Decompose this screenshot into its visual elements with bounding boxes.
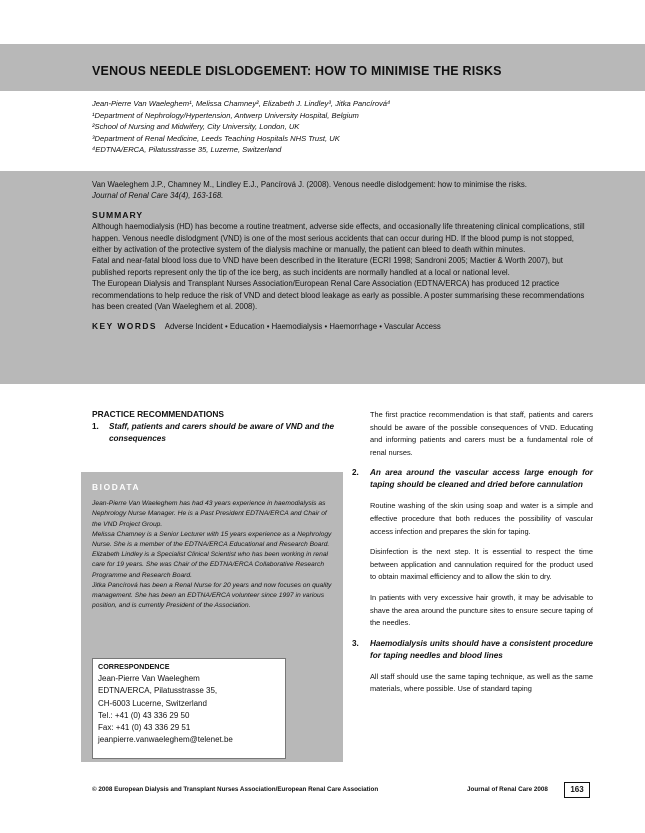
correspondence-line: Tel.: +41 (0) 43 336 29 50 — [98, 710, 190, 720]
recommendation-number: 1. — [92, 422, 99, 431]
bio-paragraph: Jean-Pierre Van Waeleghem has had 43 years experience in haemodialysis as Nephrology Nurse Manager. He is a Past President EDTNA/ERCA and Chair of the VND Project Group. — [92, 500, 327, 528]
recommendation-text: An area around the vascular access large enough for taping should be cleaned and dried before cannulation — [370, 468, 593, 490]
recommendation-text: Haemodialysis units should have a consistent procedure for taping needles and blood lines — [370, 638, 593, 660]
biodata-heading: BIODATA — [92, 482, 141, 492]
recommendation-1 — [92, 421, 342, 445]
bio-paragraph: Elizabeth Lindley is a Specialist Clinical Scientist who has been working in renal care for 19 years. She was Chair of the EDTNA/ERCA Collaborative Research Programme and Research Board. — [92, 551, 329, 579]
summary-block — [92, 179, 592, 333]
body-paragraph: Routine washing of the skin using soap and water is a simple and effective procedure that both reduces the possibility of vascular access infection and prepares the skin for taping. — [370, 501, 593, 536]
summary-paragraph: Although haemodialysis (HD) has become a routine treatment, adverse side effects, and occasionally life threatening clinical complications, still happen. Venous needle dislodgment (VND) is one of the most serious accidents that can occur during HD. If the blood pump is not stopped, either by activation of the protective system of the dialysis machine or manually, the patient can bleed to death within minutes. — [92, 222, 585, 255]
keywords-items: Adverse Incident • Education • Haemodialysis • Haemorrhage • Vascular Access — [164, 322, 441, 332]
page-number: 163 — [564, 782, 590, 798]
keywords-label: KEY WORDS — [92, 321, 157, 332]
recommendation-number: 3. — [352, 638, 359, 648]
bio-paragraph: Jitka Pancírová has been a Renal Nurse for 20 years and now focuses on quality management. She has been an EDTNA/ERCA volunteer since 1997 in various position, and is currently President of the Association. — [92, 581, 332, 610]
body-paragraph: In patients with very excessive hair growth, it may be advisable to shave the area around the puncture sites to ensure secure taping of the needles. — [370, 592, 593, 628]
biodata — [92, 482, 332, 611]
recommendation-text: Staff, patients and carers should be aware of VND and the consequences — [109, 422, 335, 443]
summary-paragraph: Fatal and near-fatal blood loss due to VND have been described in the literature (ECRI 1998; Sandroni 2005; Mactier & Worth 2007), but published reports represent only the tip of the ice berg, as such incidents are normally handled at a local or national level. — [92, 256, 563, 277]
correspondence-line: EDTNA/ERCA, Pilatusstrasse 35, — [98, 686, 218, 696]
left-column — [92, 409, 342, 445]
recommendation-3 — [352, 638, 593, 662]
correspondence-heading: CORRESPONDENCE — [98, 662, 170, 671]
recommendation-number: 2. — [352, 468, 359, 478]
body-paragraph: Disinfection is the next step. It is essential to respect the time between application and cannulation required for the product used to obtain maximal efficiency and to allow the skin to dry. — [370, 547, 593, 582]
right-column — [352, 409, 593, 704]
body-paragraph: The first practice recommendation is that staff, patients and carers should be aware of the possible consequences of VND. Educating and informing patients and carers must be a fundamental role of renal nurses. — [370, 410, 593, 457]
correspondence-box — [92, 658, 286, 759]
correspondence-line: Jean-Pierre Van Waeleghem — [98, 674, 200, 684]
copyright: © 2008 European Dialysis and Transplant Nurses Association/European Renal Care Association — [92, 786, 379, 793]
correspondence-line: CH-6003 Lucerne, Switzerland — [98, 698, 207, 708]
author-block — [92, 98, 622, 156]
citation-journal: Journal of Renal Care 34(4), 163-168. — [92, 191, 224, 201]
recommendation-2 — [352, 467, 593, 491]
page-footer — [92, 784, 592, 798]
article-title: VENOUS NEEDLE DISLODGEMENT: HOW TO MINIMISE THE RISKS — [92, 64, 502, 78]
correspondence-email: jeanpierre.vanwaeleghem@telenet.be — [98, 735, 233, 745]
citation-text: Van Waeleghem J.P., Chamney M., Lindley E.J., Pancírová J. (2008). Venous needle dislodgement: how to minimise the risks. — [92, 180, 527, 189]
practice-heading: PRACTICE RECOMMENDATIONS — [92, 409, 224, 419]
summary-paragraph: The European Dialysis and Transplant Nurses Association/European Renal Care Association (EDTNA/ERCA) has produced 12 practice recommendations to help reduce the risk of VND and detect blood leakage as early as possible. A poster summarising these recommendations has been created (Van Waeleghem et al. 2008). — [92, 279, 585, 312]
body-paragraph: All staff should use the same taping technique, as well as the same materials, where possible. Use of standard taping — [370, 671, 593, 694]
affiliation: ²School of Nursing and Midwifery, City University, London, UK — [92, 122, 300, 132]
summary-heading: SUMMARY — [92, 209, 144, 220]
affiliation: ³Department of Renal Medicine, Leeds Teaching Hospitals NHS Trust, UK — [92, 133, 340, 143]
keywords — [92, 321, 592, 332]
affiliation: ⁴EDTNA/ERCA, Pilatusstrasse 35, Luzerne, Switzerland — [92, 145, 282, 155]
correspondence-line: Fax: +41 (0) 43 336 29 51 — [98, 723, 191, 733]
author-list: Jean-Pierre Van Waeleghem¹, Melissa Chamney², Elizabeth J. Lindley³, Jitka Pancírová⁴ — [92, 99, 391, 108]
journal-footer: Journal of Renal Care 2008 — [467, 786, 548, 793]
bio-paragraph: Melissa Chamney is a Senior Lecturer with 15 years experience as a Nephrology Nurse. She is a member of the EDTNA/ERCA Educational and Research Board. — [92, 530, 332, 549]
affiliation: ¹Department of Nephrology/Hypertension, Antwerp University Hospital, Belgium — [92, 110, 359, 120]
